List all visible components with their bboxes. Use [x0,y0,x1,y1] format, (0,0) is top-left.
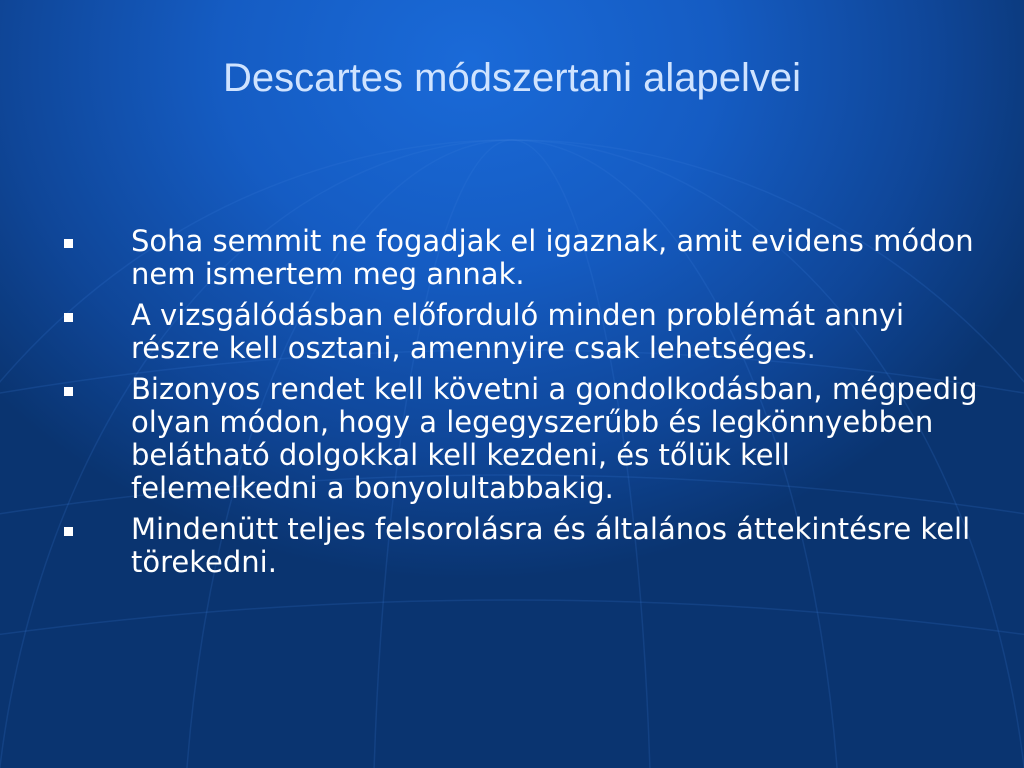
square-bullet-icon [64,527,73,536]
bullet-text: A vizsgálódásban előforduló minden problémát annyi részre kell osztani, amennyire csak lehetséges. [131,298,905,365]
square-bullet-icon [64,313,73,322]
bullet-text: Mindenütt teljes felsorolásra és általános áttekintésre kell törekedni. [131,512,971,579]
bullet-item [60,513,980,579]
square-bullet-icon [64,387,73,396]
square-bullet-icon [64,239,73,248]
bullet-list [60,225,980,587]
bullet-text: Bizonyos rendet kell követni a gondolkodásban, mégpedig olyan módon, hogy a legegyszerűbb és legkönnyebben belátható dolgokkal kell kezdeni, és tőlük kell felemelkedni a bonyolultabbakig. [131,372,978,505]
bullet-item [60,225,980,291]
slide-title: Descartes módszertani alapelvei [222,56,802,100]
bullet-item [60,373,980,505]
bullet-item [60,299,980,365]
bullet-text: Soha semmit ne fogadjak el igaznak, amit evidens módon nem ismertem meg annak. [131,224,974,291]
